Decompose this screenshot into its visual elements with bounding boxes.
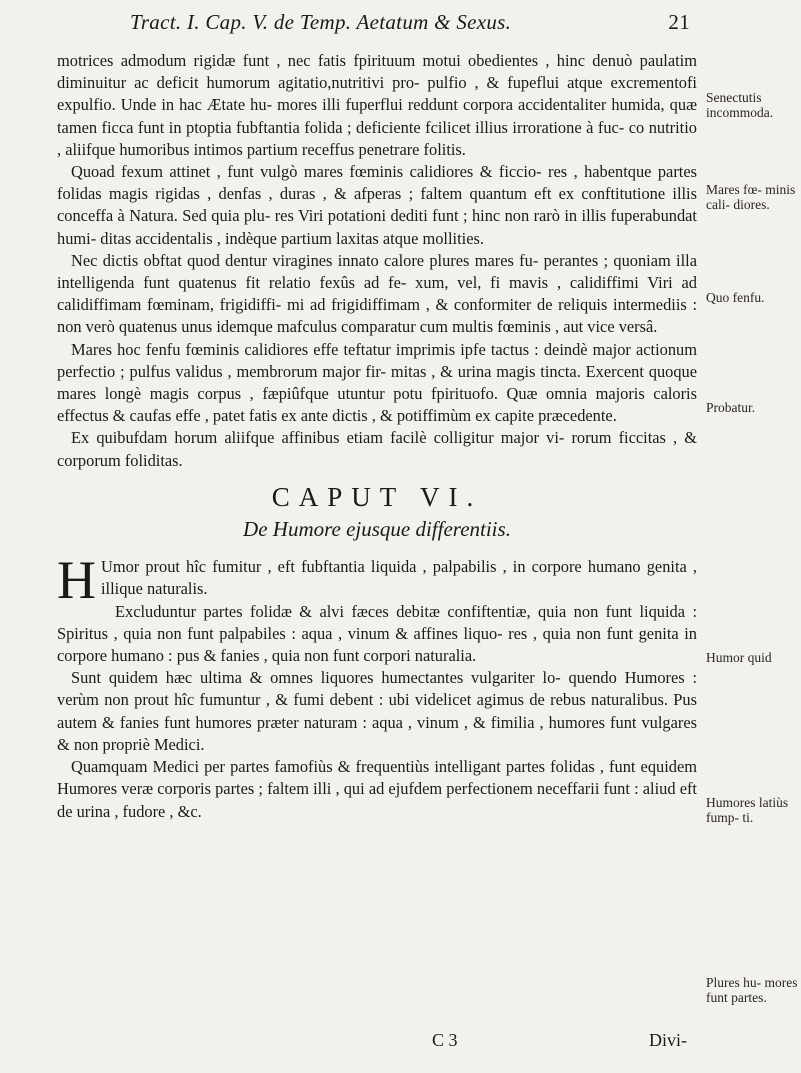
margin-note-humor-quid: Humor quid xyxy=(706,650,772,665)
paragraph-7: Excluduntur partes folidæ & alvi fæces debitæ confiftentiæ, quia non funt liquida : Spiritus , quia non funt palpabiles : aqua , vinum & affines liquo- res , quia non funt genita in corpore humano : pus & fanies , quia non funt corpori naturalia. xyxy=(57,601,697,666)
paragraph-1: motrices admodum rigidæ funt , nec fatis fpirituum motui obedientes , hinc denuò paulatim diminuitur ac deficit humorum agitatio,nutritivi pro- pulfio , & fupeflui atque excrementofi expulfio. Unde in hac Ætate hu- mores illi fuperflui reddunt corpora accidentaliter humida, quæ tamen ficca funt in ptoptia fubftantia folida ; deficiente fcilicet illius irroratione à fuc- co nutritio , aliifque humoribus intimos partium receffus penetrare folitis. xyxy=(57,51,697,159)
margin-note-senectutis: Senectutis incommoda. xyxy=(706,90,774,120)
running-header xyxy=(130,10,690,35)
paragraph-2: Quoad fexum attinet , funt vulgò mares fœminis calidiores & ficcio- res , habentque partes folidas magis rigidas , denfas , duras , & afperas ; faltem quantum eft ex conftitutione illis conceffa à Natura. Sed quia plu- res Viri potationi dediti funt ; hinc non rarò in illis fuperabundat humi- ditas accidentalis , indèque partium laxitas atque mollities. xyxy=(57,162,697,248)
margin-note-plures: Plures hu- mores funt partes. xyxy=(706,975,798,1005)
paragraph-6 xyxy=(57,550,697,611)
catchword: Divi- xyxy=(649,1030,687,1050)
main-text xyxy=(57,50,697,823)
paragraph-8: Sunt quidem hæc ultima & omnes liquores humectantes vulgariter lo- quendo Humores : verùm non prout hîc fumuntur , & fumi debent : ubi videlicet agimus de rebus naturalibus. Pus autem & fanies funt humores præter naturam : aqua , vinum , & fimilia , humores funt vulgares & non propriè Medici. xyxy=(57,668,697,754)
margin-note-humores: Humores latiùs fump- ti. xyxy=(706,795,789,825)
signature-mark: C 3 xyxy=(432,1030,458,1050)
paragraph-5: Ex quibufdam horum aliifque affinibus etiam facilè colligitur major vi- rorum ficcitas , & corporum foliditas. xyxy=(57,428,697,470)
page-number: 21 xyxy=(668,10,690,34)
paragraph-9: Quamquam Medici per partes famofiùs & frequentiùs intelligant partes folidas , funt equidem Humores veræ corporis partes ; faltem illi , qui ad ejufdem perfectionem neceffarii funt : aliud eft de urina , fudore , &c. xyxy=(57,757,697,821)
chapter-subtitle: De Humore ejusque differentiis. xyxy=(243,517,511,542)
header-title: Tract. I. Cap. V. de Temp. Aetatum & Sexus. xyxy=(130,10,512,34)
paragraph-3: Nec dictis obftat quod dentur viragines innato calore plures mares fu- perantes ; quoniam illa intelligenda funt quatenus fit relatio fexûs ad fe- xum, vel, fi mavis , calidiffimi Viri ad calidiffimam fœminam, frigidiffi- mi ad frigidiffimam , & conformiter de reliquis intermediis : non verò quatenus unus idemque mafculus comparatur cum multis fœminis , aut vice versâ. xyxy=(57,250,697,337)
margin-note-mares: Mares fœ- minis cali- diores. xyxy=(706,182,796,212)
paragraph-6-text: Umor prout hîc fumitur , eft fubftantia liquida , palpabilis , in corpore humano genita , illique naturalis. xyxy=(101,557,697,599)
margin-note-probatur: Probatur. xyxy=(706,400,756,415)
margin-note-quo-sensu: Quo fenfu. xyxy=(706,290,765,305)
drop-cap: H xyxy=(57,550,96,611)
chapter-heading: CAPUT VI. xyxy=(271,481,483,512)
paragraph-4: Mares hoc fenfu fœminis calidiores effe teftatur imprimis ipfe tactus : deindè major actionum perfectio ; pulfus validus , membrorum major fir- mitas , & urina magis tincta. Exercent quoque mares longè magis corpus , fæpiûfque utuntur potu fpirituofo. Quæ omnia majoris caloris effectus & caufas effe , patet fatis ex ante dictis , & potiffimùm ex capite præcedente. xyxy=(57,339,697,426)
